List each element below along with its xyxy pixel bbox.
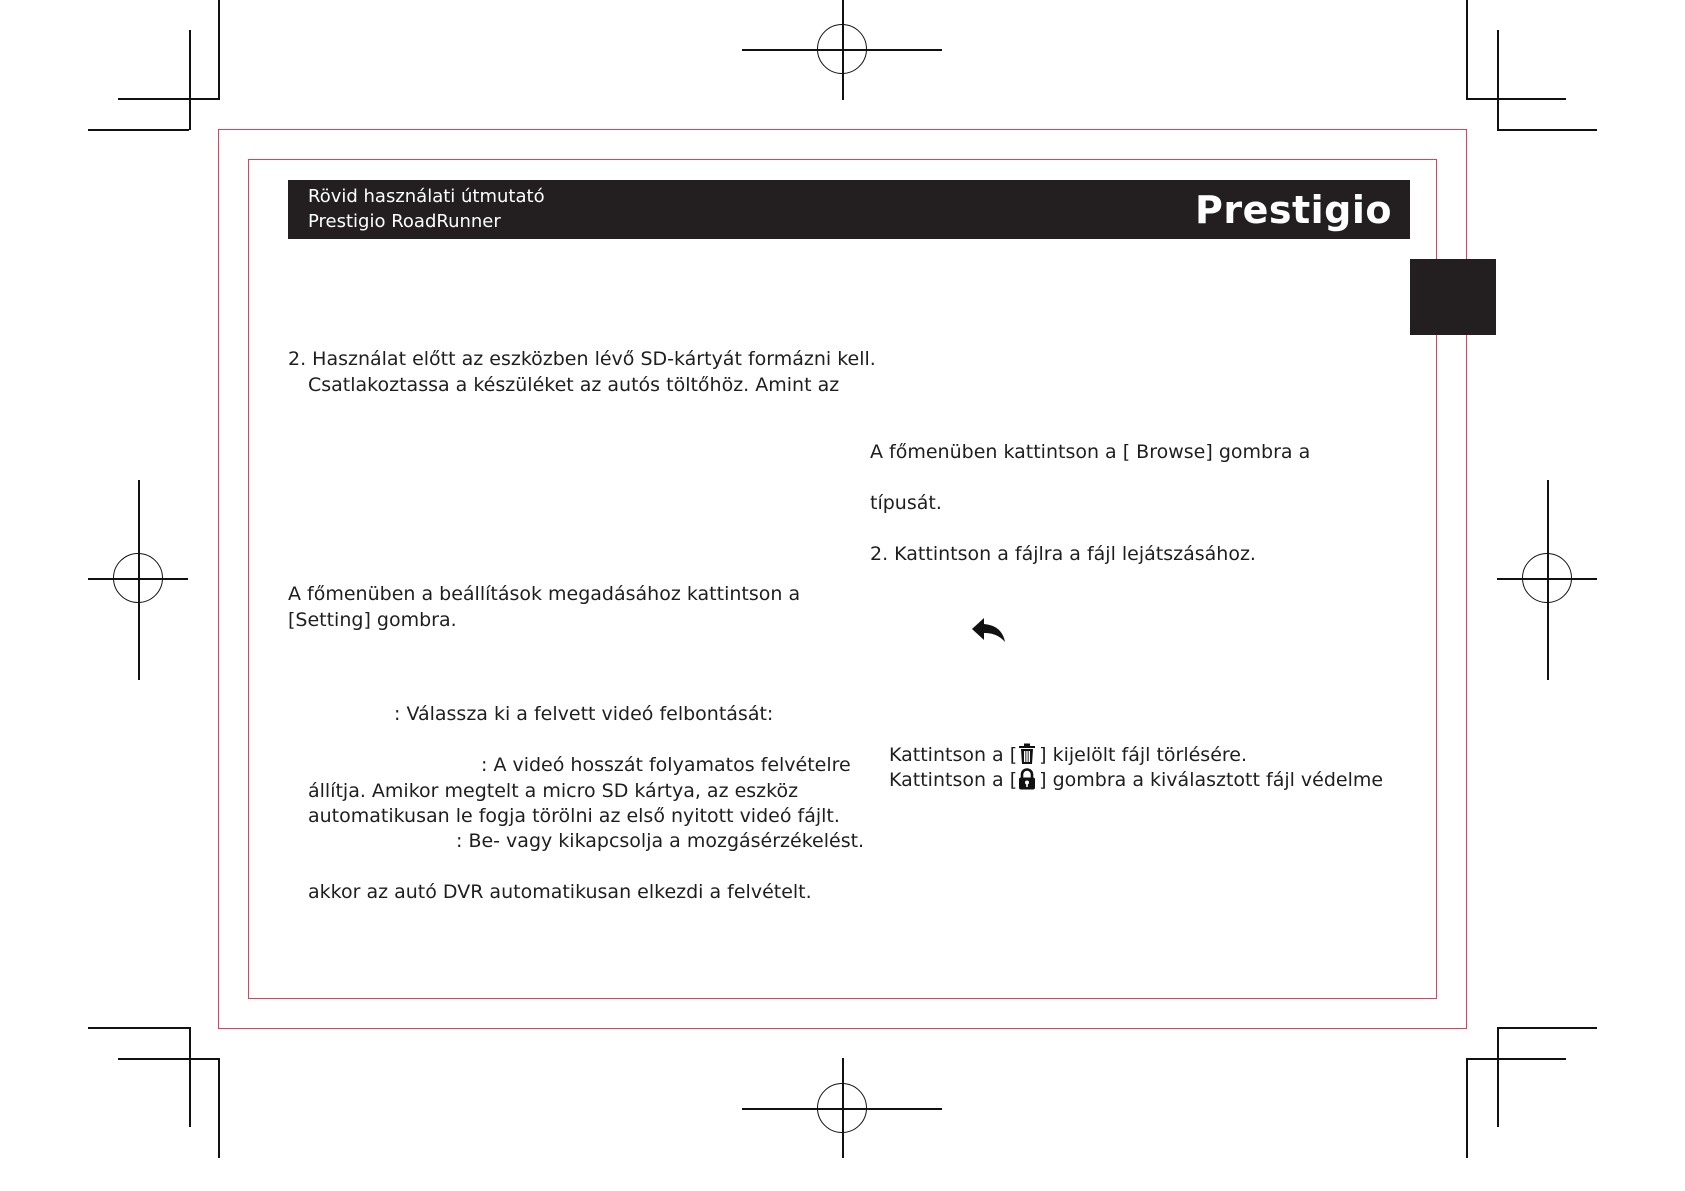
crop-mark [1497, 1027, 1597, 1029]
crop-mark [118, 98, 218, 100]
trash-icon [1017, 743, 1039, 765]
loop-description-line3: automatikusan le fogja törölni az első nyitott videó fájlt. [308, 805, 840, 827]
delete-instruction [889, 742, 1247, 768]
protect-instruction [889, 767, 1383, 793]
crop-mark [1497, 1027, 1499, 1127]
motion-description: : Be- vagy kikapcsolja a mozgásérzékelést. [456, 830, 865, 852]
delete-prefix: Kattintson a [ [889, 744, 1018, 766]
crop-mark [1466, 0, 1468, 100]
crop-mark [1466, 1058, 1566, 1060]
crop-mark [1497, 30, 1499, 130]
protect-suffix: ] gombra a kiválasztott fájl védelme [1039, 769, 1384, 791]
crop-mark [1497, 129, 1597, 131]
crop-mark [189, 1027, 191, 1127]
protect-prefix: Kattintson a [ [889, 769, 1018, 791]
crop-mark [88, 1027, 189, 1029]
crop-mark [1466, 98, 1566, 100]
loop-description-line1: : A videó hosszát folyamatos felvételre [481, 754, 851, 776]
format-instruction-line1: 2. Használat előtt az eszközben lévő SD-kártyát formázni kell. [288, 348, 876, 370]
registration-circle [113, 553, 163, 603]
page-header [288, 180, 1410, 239]
lock-icon [1017, 768, 1039, 790]
crop-mark [1466, 1058, 1468, 1158]
auto-record-description: akkor az autó DVR automatikusan elkezdi a felvételt. [308, 881, 812, 903]
play-instruction: 2. Kattintson a fájlra a fájl lejátszásához. [870, 543, 1256, 565]
registration-circle [817, 1083, 867, 1133]
registration-circle [817, 24, 867, 74]
chapter-tab [1410, 259, 1496, 335]
crop-mark [218, 0, 220, 100]
registration-circle [1522, 553, 1572, 603]
loop-description-line2: állítja. Amikor megtelt a micro SD kártya, az eszköz [308, 780, 799, 802]
resolution-description: : Válassza ki a felvett videó felbontását: [394, 703, 774, 725]
crop-mark [118, 1058, 218, 1060]
crop-mark [88, 129, 189, 131]
header-title: Rövid használati útmutató [308, 186, 545, 207]
trim-frame [248, 159, 1437, 999]
back-arrow-icon [970, 616, 1008, 648]
delete-suffix: ] kijelölt fájl törlésére. [1039, 744, 1248, 766]
brand-logo: Prestigio [1194, 188, 1392, 232]
crop-mark [218, 1058, 220, 1158]
settings-instruction-line2: [Setting] gombra. [288, 609, 457, 631]
settings-instruction-line1: A főmenüben a beállítások megadásához kattintson a [288, 583, 801, 605]
file-type-text: típusát. [870, 492, 942, 514]
format-instruction-line2: Csatlakoztassa a készüléket az autós töltőhöz. Amint az [308, 374, 840, 396]
browse-instruction: A főmenüben kattintson a [ Browse] gombra a [870, 441, 1311, 463]
header-product: Prestigio RoadRunner [308, 211, 501, 232]
crop-mark [189, 30, 191, 130]
